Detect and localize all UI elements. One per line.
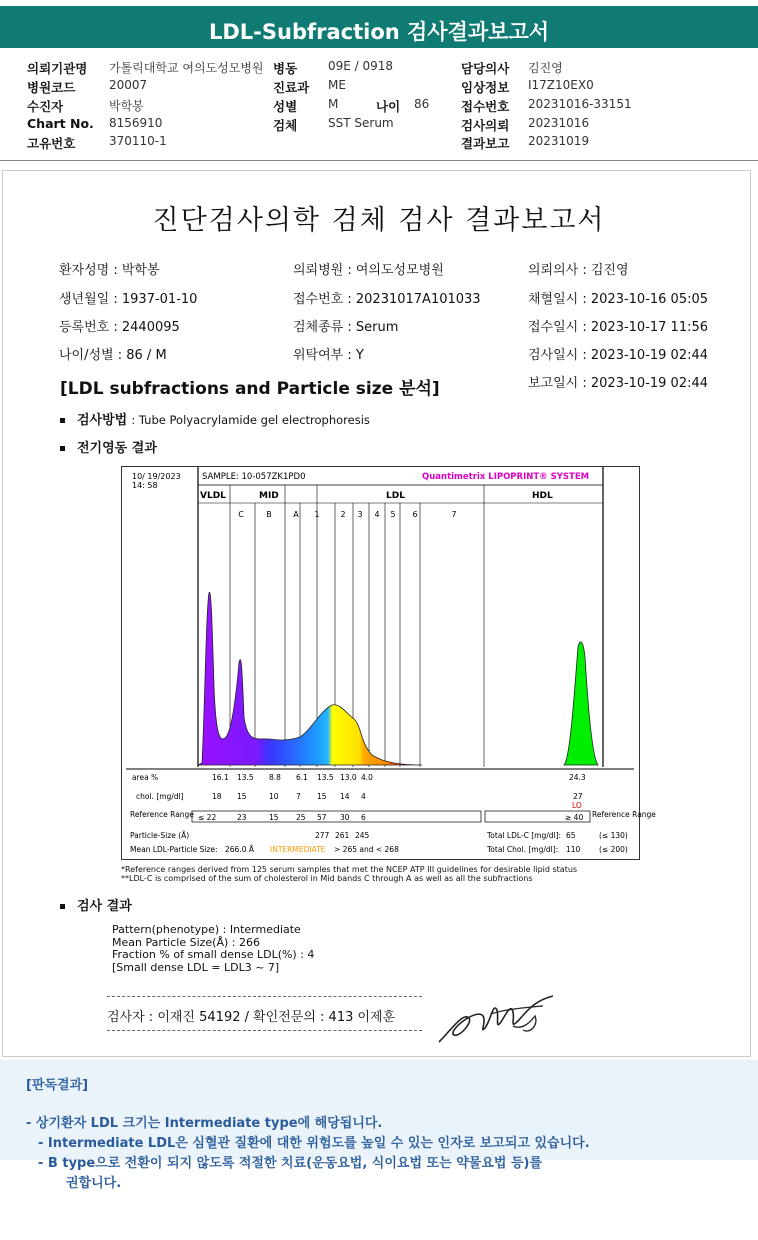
chart-title: Quantimetrix LIPOPRINT® SYSTEM (422, 472, 590, 482)
table-cell: 23 (237, 813, 247, 822)
receipt-number: 접수번호 : 20231017A101033 (293, 292, 481, 307)
chart-time: 14: 58 (132, 481, 158, 490)
band-label: 3 (357, 510, 363, 519)
label-unique-no: 고유번호 (27, 136, 76, 151)
hdl-area-value: 24.3 (569, 773, 586, 782)
band-label: 1 (314, 510, 320, 519)
value-department: ME (328, 78, 346, 92)
label-sex: 성별 (273, 99, 298, 114)
chart-sample: SAMPLE: 10-057ZK1PD0 (202, 472, 306, 482)
group-hdl: HDL (532, 491, 553, 501)
interpretation-line-4: 권합니다. (66, 1176, 122, 1191)
label-ward: 병동 (273, 61, 298, 76)
table-cell: 30 (340, 813, 350, 822)
method-value: : Tube Polyacrylamide gel electrophoresis (131, 413, 370, 427)
patient-birth: 생년월일 : 1937-01-10 (59, 292, 198, 307)
hdl-ref-value: ≥ 40 (565, 813, 584, 822)
specimen-type: 검체종류 : Serum (293, 320, 399, 335)
ref-row-label: Reference Range (130, 810, 194, 819)
band-label: 2 (340, 510, 346, 519)
hdl-curve (564, 642, 598, 765)
particle-size-cell: 245 (355, 831, 370, 840)
value-ward: 09E / 0918 (328, 59, 394, 73)
value-doctor: 김진영 (528, 61, 563, 75)
result-definition: [Small dense LDL = LDL3 ~ 7] (112, 960, 280, 974)
band-label: C (238, 510, 244, 519)
label-doctor: 담당의사 (461, 61, 510, 76)
hdl-chol-value: 27 (573, 792, 583, 801)
table-cell: 7 (296, 792, 301, 801)
result-line (60, 895, 132, 914)
report-title: 진단검사의학 검체 검사 결과보고서 (152, 205, 606, 236)
table-cell: 6.1 (296, 773, 308, 782)
label-institution: 의뢰기관명 (27, 61, 88, 76)
table-cell: 25 (296, 813, 306, 822)
mean-particle-value: 266.0 Å (225, 845, 254, 854)
table-cell: 8.8 (269, 773, 281, 782)
band-label: 4 (374, 510, 380, 519)
result-pattern: Pattern(phenotype) : Intermediate (112, 923, 301, 936)
bullet-icon (60, 446, 65, 451)
label-chart-no: Chart No. (27, 116, 94, 131)
hdl-low-flag: LO (572, 801, 582, 810)
collection-time: 채혈일시 : 2023-10-16 05:05 (528, 292, 709, 307)
test-time: 검사일시 : 2023-10-19 02:44 (528, 348, 709, 363)
signer-info: 검사자 : 이재진 54192 / 확인전문의 : 413 이제훈 (107, 1010, 396, 1025)
value-institution: 가톨릭대학교 여의도성모병원 (109, 61, 264, 75)
mean-particle-class: INTERMEDIATE (270, 845, 326, 854)
label-hospital-code: 병원코드 (27, 80, 76, 95)
value-sex: M (328, 97, 339, 111)
signature-image (433, 990, 563, 1050)
requesting-hospital: 의뢰병원 : 여의도성모병원 (293, 263, 444, 278)
table-cell: 15 (269, 813, 279, 822)
table-cell: 13.5 (237, 773, 254, 782)
total-ldl-label: Total LDL-C [mg/dl]: (487, 831, 562, 840)
interpretation-title: [판독결과] (26, 1078, 89, 1093)
value-report-date: 20231019 (528, 134, 590, 148)
requesting-doctor: 의뢰의사 : 김진영 (528, 263, 629, 278)
interpretation-line-3: - B type으로 전환이 되지 않도록 적절한 치료(운동요법, 식이요법 또는 약물요법 등)를 (38, 1156, 543, 1171)
result-small-dense: Fraction % of small dense LDL(%) : 4 (112, 948, 315, 961)
value-clinical-info: I17Z10EX0 (528, 78, 594, 92)
method-line (60, 409, 370, 428)
mean-particle-label: Mean LDL-Particle Size: (130, 845, 218, 854)
patient-name: 환자성명 : 박학봉 (59, 263, 160, 278)
label-receipt-no: 접수번호 (461, 99, 510, 114)
bullet-icon (60, 418, 65, 423)
table-cell: 13.0 (340, 773, 357, 782)
mean-particle-range: > 265 and < 268 (334, 845, 399, 854)
total-ldl-ref: (≤ 130) (599, 831, 628, 840)
value-specimen: SST Serum (328, 116, 394, 130)
value-hospital-code: 20007 (109, 78, 148, 92)
table-cell: 6 (361, 813, 366, 822)
method-label: 검사방법 (77, 413, 128, 428)
band-label: 5 (390, 510, 396, 519)
group-mid: MID (259, 491, 279, 501)
report-time: 보고일시 : 2023-10-19 02:44 (528, 376, 709, 391)
label-specimen: 검체 (273, 118, 298, 133)
chart-svg (122, 467, 656, 859)
bullet-icon (60, 904, 65, 909)
table-cell: 57 (317, 813, 327, 822)
group-vldl: VLDL (200, 491, 226, 501)
chol-row-label: chol. [mg/dl] (136, 792, 184, 801)
label-clinical-info: 임상정보 (461, 80, 510, 95)
total-chol-label: Total Chol. [mg/dl]: (487, 845, 559, 854)
total-ldl-value: 65 (566, 831, 576, 840)
particle-size-cell: 277 (315, 831, 330, 840)
band-label: A (293, 510, 299, 519)
interpretation-line-2: - Intermediate LDL은 심혈관 질환에 대한 위험도를 높일 수 있는 인자로 보고되고 있습니다. (38, 1136, 590, 1151)
label-department: 진료과 (273, 80, 310, 95)
area-row-label: area % (132, 773, 159, 782)
label-age: 나이 (376, 99, 401, 114)
section-title: [LDL subfractions and Particle size 분석] (60, 379, 440, 399)
band-label: B (266, 510, 272, 519)
electro-line (60, 437, 157, 456)
footnote-1: *Reference ranges derived from 125 serum samples that met the NCEP ATP III guidelines for desirable lipid status (121, 865, 578, 874)
table-cell: 4.0 (361, 773, 373, 782)
value-request-date: 20231016 (528, 116, 590, 130)
label-patient: 수진자 (27, 99, 64, 114)
table-cell: 10 (269, 792, 279, 801)
table-cell: 4 (361, 792, 366, 801)
patient-reg-no: 등록번호 : 2440095 (59, 320, 180, 335)
footnote-2: **LDL-C is comprised of the sum of cholesterol in Mid bands C through A as well as all the subfractions (121, 874, 533, 883)
band-label: 7 (451, 510, 457, 519)
window-title: LDL-Subfraction 검사결과보고서 (0, 0, 758, 48)
value-unique-no: 370110-1 (109, 134, 167, 148)
particle-row-label: Particle-Size (Å) (130, 831, 190, 840)
table-cell: 15 (237, 792, 247, 801)
ref-box-ldl (192, 811, 481, 822)
patient-age-sex: 나이/성별 : 86 / M (59, 348, 167, 363)
table-cell: ≤ 22 (198, 813, 217, 822)
signature-stroke (513, 1016, 536, 1031)
value-chart-no: 8156910 (109, 116, 163, 130)
value-patient: 박학봉 (109, 99, 144, 113)
table-cell: 13.5 (317, 773, 334, 782)
label-request-date: 검사의뢰 (461, 118, 510, 133)
lipoprotein-curve (198, 592, 422, 765)
ref-row-label-right: Reference Range (592, 810, 656, 819)
receipt-time: 접수일시 : 2023-10-17 11:56 (528, 320, 709, 335)
signature-divider-top (107, 996, 422, 997)
total-chol-value: 110 (566, 845, 581, 854)
table-cell: 18 (212, 792, 222, 801)
table-cell: 15 (317, 792, 327, 801)
chart-table (198, 773, 373, 840)
interpretation-line-1: - 상기환자 LDL 크기는 Intermediate type에 해당됩니다. (26, 1116, 383, 1131)
electrophoresis-chart (121, 466, 656, 860)
value-age: 86 (414, 97, 430, 111)
particle-size-cell: 261 (335, 831, 350, 840)
interpretation-panel (0, 1060, 758, 1191)
label-report-date: 결과보고 (461, 136, 510, 151)
chart-date: 10/ 19/2023 (132, 472, 181, 481)
band-labels (238, 510, 456, 519)
band-label: 6 (412, 510, 418, 519)
result-label: 검사 결과 (77, 899, 132, 914)
consignment: 위탁여부 : Y (293, 348, 364, 363)
result-block (112, 924, 314, 974)
result-mean-size: Mean Particle Size(Å) : 266 (112, 935, 260, 949)
value-receipt-no: 20231016-33151 (528, 97, 632, 111)
group-ldl: LDL (386, 491, 405, 501)
signature-divider-bottom (107, 1030, 422, 1031)
electro-label: 전기영동 결과 (77, 441, 157, 456)
total-chol-ref: (≤ 200) (599, 845, 628, 854)
signature-stroke (491, 1006, 543, 1014)
header-info (0, 50, 758, 161)
table-cell: 14 (340, 792, 350, 801)
table-cell: 16.1 (212, 773, 229, 782)
